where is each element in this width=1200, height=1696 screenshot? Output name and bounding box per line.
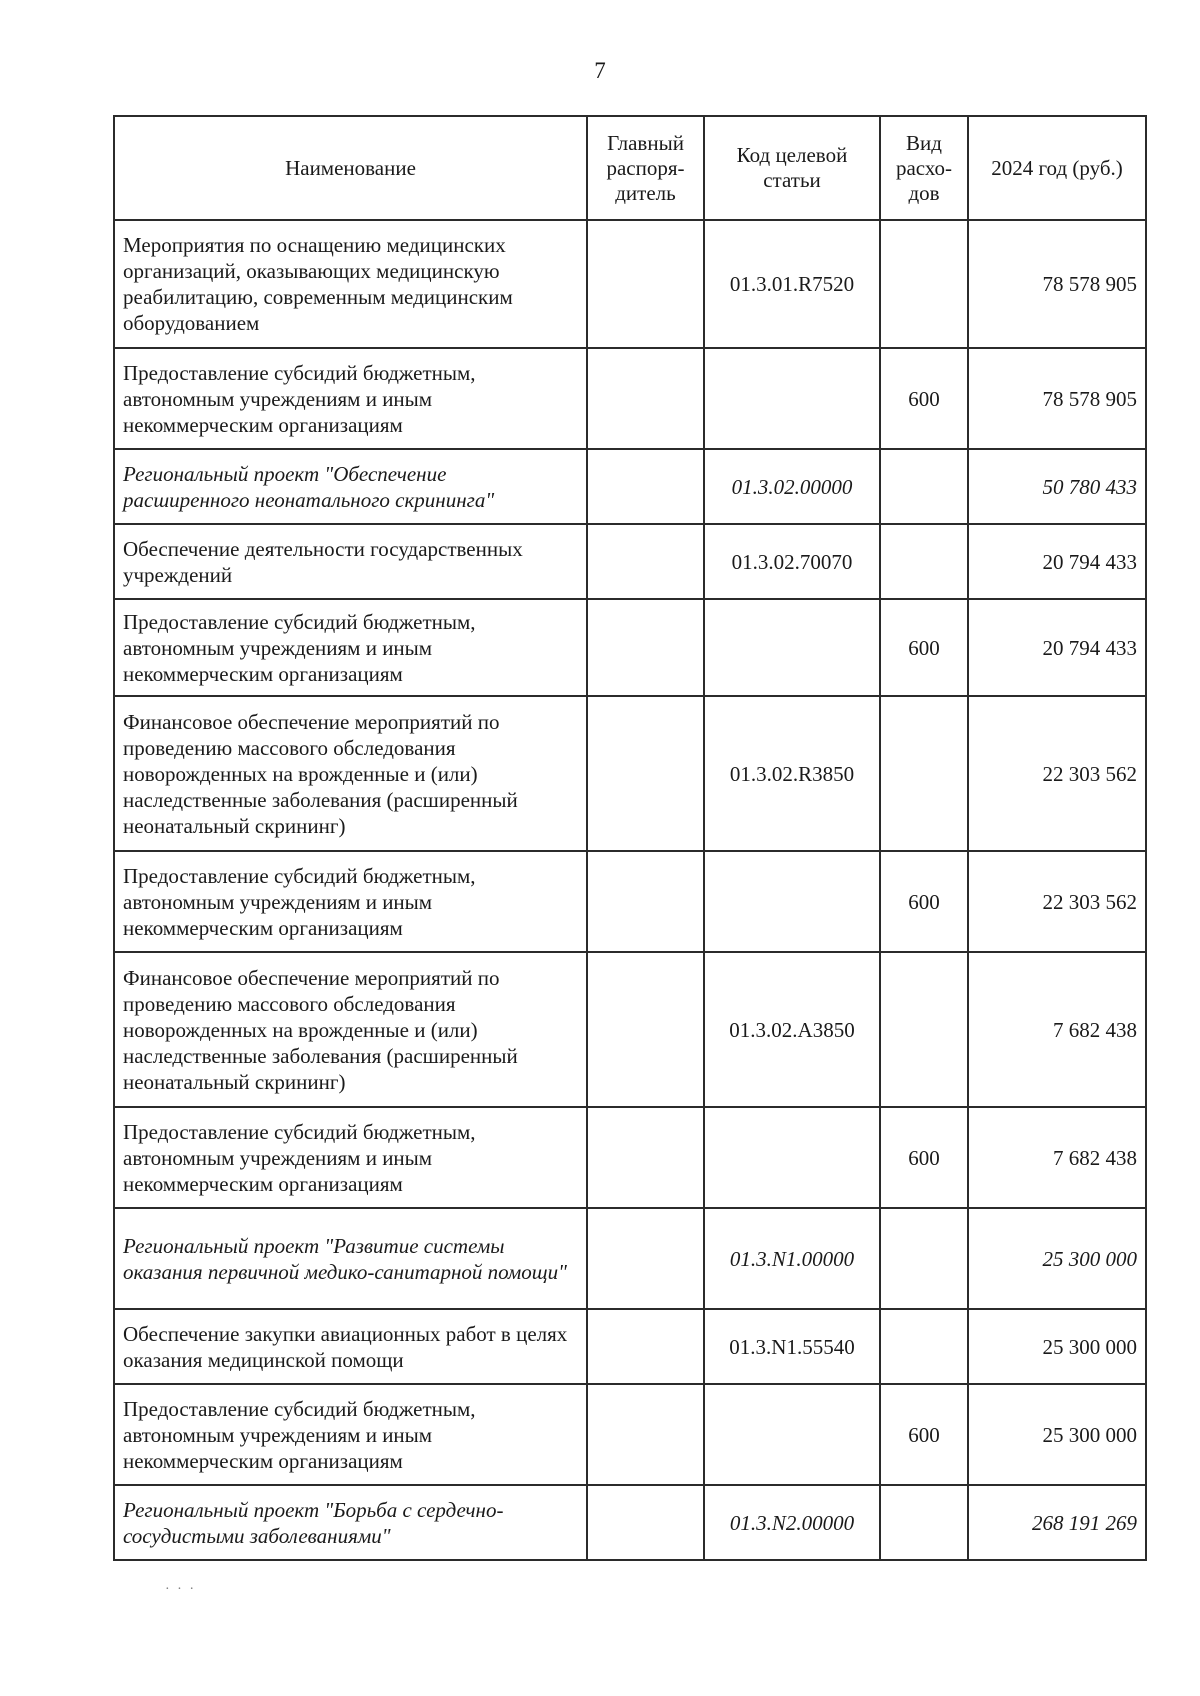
cell-code — [704, 1384, 880, 1485]
cell-manager — [587, 524, 704, 599]
cell-amount: 7 682 438 — [968, 952, 1146, 1107]
cell-code: 01.3.N1.00000 — [704, 1208, 880, 1309]
cell-kind — [880, 524, 968, 599]
cell-name: Предоставление субсидий бюджетным, автономным учреждениям и иным некоммерческим организациям — [114, 851, 587, 952]
table-row — [114, 696, 1146, 851]
cell-name: Обеспечение деятельности государственных учреждений — [114, 524, 587, 599]
cell-code — [704, 1107, 880, 1208]
cell-code: 01.3.02.А3850 — [704, 952, 880, 1107]
table-row — [114, 449, 1146, 524]
header-amount: 2024 год (руб.) — [968, 116, 1146, 220]
cell-code — [704, 348, 880, 449]
table-row — [114, 220, 1146, 348]
cell-manager — [587, 1309, 704, 1384]
table-row — [114, 1309, 1146, 1384]
table-body — [114, 220, 1146, 1560]
table-row — [114, 348, 1146, 449]
cell-amount: 25 300 000 — [968, 1309, 1146, 1384]
cell-amount: 7 682 438 — [968, 1107, 1146, 1208]
table-row — [114, 1107, 1146, 1208]
header-code: Код целевой статьи — [704, 116, 880, 220]
header-name: Наименование — [114, 116, 587, 220]
cell-kind — [880, 696, 968, 851]
cell-kind — [880, 1485, 968, 1560]
cell-amount: 78 578 905 — [968, 220, 1146, 348]
budget-table — [113, 115, 1147, 1561]
cell-name: Мероприятия по оснащению медицинских организаций, оказывающих медицинскую реабилитацию, современным медицинским оборудованием — [114, 220, 587, 348]
cell-kind — [880, 220, 968, 348]
cell-amount: 20 794 433 — [968, 524, 1146, 599]
table-header-row — [114, 116, 1146, 220]
cell-code — [704, 851, 880, 952]
cell-amount: 25 300 000 — [968, 1208, 1146, 1309]
cell-kind — [880, 1309, 968, 1384]
cell-kind: 600 — [880, 1107, 968, 1208]
table-row — [114, 524, 1146, 599]
cell-kind — [880, 449, 968, 524]
cell-name: Обеспечение закупки авиационных работ в целях оказания медицинской помощи — [114, 1309, 587, 1384]
cell-name: Региональный проект "Борьба с сердечно-сосудистыми заболеваниями" — [114, 1485, 587, 1560]
table-row — [114, 851, 1146, 952]
table-row — [114, 599, 1146, 696]
cell-kind: 600 — [880, 348, 968, 449]
footer-mark: · · · — [165, 1582, 196, 1597]
header-manager: Главный распоря-дитель — [587, 116, 704, 220]
table-row — [114, 952, 1146, 1107]
cell-kind: 600 — [880, 1384, 968, 1485]
cell-name: Предоставление субсидий бюджетным, автономным учреждениям и иным некоммерческим организациям — [114, 1107, 587, 1208]
cell-manager — [587, 449, 704, 524]
cell-kind: 600 — [880, 851, 968, 952]
cell-manager — [587, 1485, 704, 1560]
cell-name: Предоставление субсидий бюджетным, автономным учреждениям и иным некоммерческим организациям — [114, 599, 587, 696]
cell-kind — [880, 952, 968, 1107]
cell-manager — [587, 1208, 704, 1309]
cell-name: Предоставление субсидий бюджетным, автономным учреждениям и иным некоммерческим организациям — [114, 1384, 587, 1485]
table-row — [114, 1384, 1146, 1485]
cell-manager — [587, 1107, 704, 1208]
cell-manager — [587, 1384, 704, 1485]
cell-manager — [587, 220, 704, 348]
header-kind: Вид расхо-дов — [880, 116, 968, 220]
cell-amount: 22 303 562 — [968, 851, 1146, 952]
cell-manager — [587, 599, 704, 696]
table-row — [114, 1208, 1146, 1309]
cell-name: Финансовое обеспечение мероприятий по проведению массового обследования новорожденных на врожденные и (или) наследственные заболевания (расширенный неонатальный скрининг) — [114, 952, 587, 1107]
page-number: 7 — [594, 58, 606, 83]
cell-name: Предоставление субсидий бюджетным, автономным учреждениям и иным некоммерческим организациям — [114, 348, 587, 449]
cell-manager — [587, 952, 704, 1107]
cell-kind — [880, 1208, 968, 1309]
cell-manager — [587, 851, 704, 952]
cell-code: 01.3.01.R7520 — [704, 220, 880, 348]
cell-amount: 50 780 433 — [968, 449, 1146, 524]
cell-amount: 25 300 000 — [968, 1384, 1146, 1485]
cell-code: 01.3.02.70070 — [704, 524, 880, 599]
table-row — [114, 1485, 1146, 1560]
cell-name: Финансовое обеспечение мероприятий по проведению массового обследования новорожденных на врожденные и (или) наследственные заболевания (расширенный неонатальный скрининг) — [114, 696, 587, 851]
cell-code: 01.3.N2.00000 — [704, 1485, 880, 1560]
cell-amount: 268 191 269 — [968, 1485, 1146, 1560]
cell-amount: 20 794 433 — [968, 599, 1146, 696]
cell-manager — [587, 696, 704, 851]
cell-manager — [587, 348, 704, 449]
cell-amount: 78 578 905 — [968, 348, 1146, 449]
cell-code: 01.3.02.R3850 — [704, 696, 880, 851]
cell-name: Региональный проект "Обеспечение расширенного неонатального скрининга" — [114, 449, 587, 524]
cell-code: 01.3.N1.55540 — [704, 1309, 880, 1384]
cell-kind: 600 — [880, 599, 968, 696]
cell-name: Региональный проект "Развитие системы оказания первичной медико-санитарной помощи" — [114, 1208, 587, 1309]
cell-amount: 22 303 562 — [968, 696, 1146, 851]
cell-code — [704, 599, 880, 696]
cell-code: 01.3.02.00000 — [704, 449, 880, 524]
